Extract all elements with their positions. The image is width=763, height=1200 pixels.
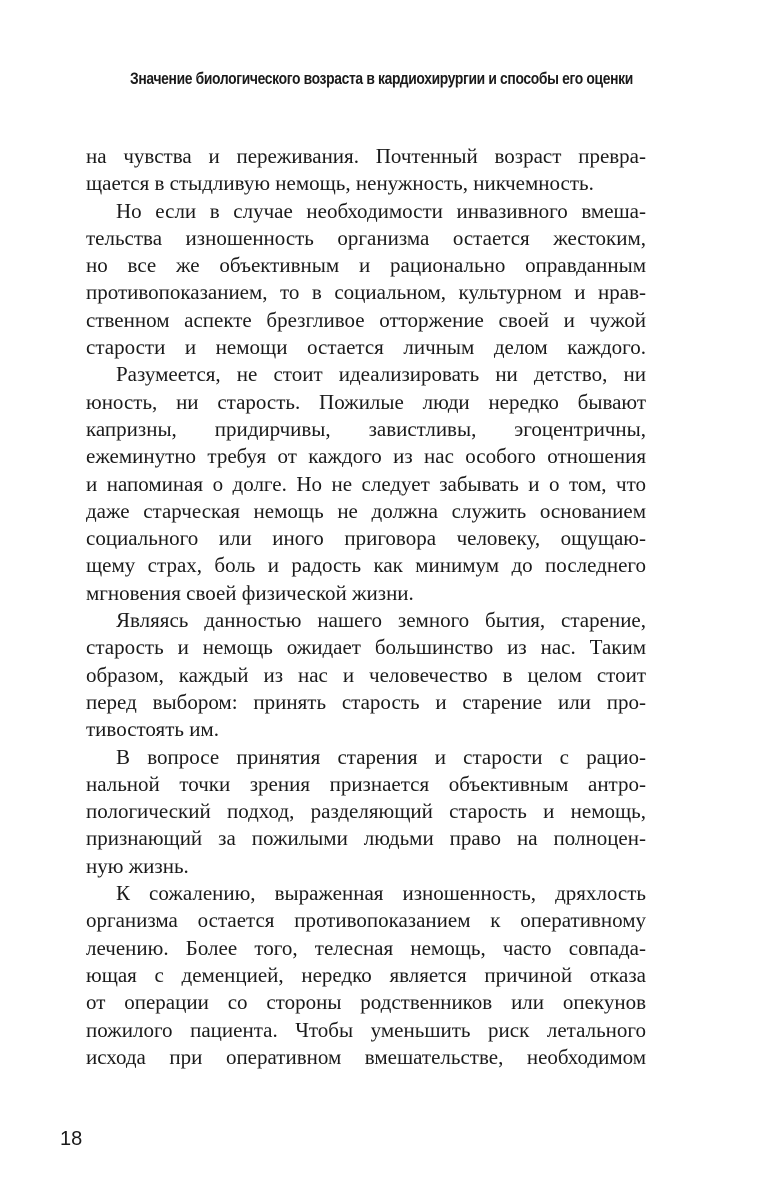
text-line: социального или иного приговора человеку, ощущаю- <box>86 526 646 551</box>
text-line: от операции со стороны родственников или опекунов <box>86 990 646 1015</box>
text-line: Но если в случае необходимости инвазивного вмеша- <box>116 198 646 223</box>
text-line: В вопросе принятия старения и старости с рацио- <box>116 744 646 769</box>
text-line: на чувства и переживания. Почтенный возраст превра- <box>86 144 646 168</box>
text-line: ющая с деменцией, нередко является причиной отказа <box>86 962 646 987</box>
page-number: 18 <box>60 1128 83 1150</box>
text-line: Разумеется, не стоит идеализировать ни детство, ни <box>116 362 646 387</box>
text-line: К сожалению, выраженная изношенность, дряхлость <box>116 881 646 906</box>
text-line: организма остается противопоказанием к оперативному <box>86 908 646 933</box>
body-text <box>86 143 646 1071</box>
text-line: пожилого пациента. Чтобы уменьшить риск летального <box>86 1017 646 1042</box>
text-line: лечению. Более того, телесная немощь, часто совпада- <box>86 935 646 960</box>
text-line: противопоказанием, то в социальном, культурном и нрав- <box>86 280 646 305</box>
text-line: и напоминая о долге. Но не следует забывать и о том, что <box>86 471 646 496</box>
text-line: капризны, придирчивы, завистливы, эгоцентричны, <box>86 416 646 441</box>
text-line: образом, каждый из нас и человечество в целом стоит <box>86 662 646 687</box>
text-line: тельства изношенность организма остается жестоким, <box>86 225 646 250</box>
text-line: тивостоять им. <box>86 717 219 742</box>
text-line: старость и немощь ожидает большинство из нас. Таким <box>86 635 646 660</box>
text-line: мгновения своей физической жизни. <box>86 580 414 605</box>
text-line: щему страх, боль и радость как минимум до последнего <box>86 553 646 578</box>
text-line: ную жизнь. <box>86 853 189 878</box>
text-line: Являясь данностью нашего земного бытия, старение, <box>116 608 646 633</box>
text-line: ежеминутно требуя от каждого из нас особого отношения <box>86 444 646 469</box>
text-line: нальной точки зрения признается объективным антро- <box>86 771 646 796</box>
text-line: признающий за пожилыми людьми право на полноцен- <box>86 826 646 851</box>
text-line: ственном аспекте брезгливое отторжение своей и чужой <box>86 307 646 332</box>
text-line: щается в стыдливую немощь, ненужность, никчемность. <box>86 171 594 196</box>
text-line: перед выбором: принять старость и старение или про- <box>86 689 646 714</box>
text-line: даже старческая немощь не должна служить основанием <box>86 498 646 523</box>
text-line: пологический подход, разделяющий старость и немощь, <box>86 799 646 824</box>
text-line: но все же объективным и рационально оправданным <box>86 253 646 278</box>
text-line: исхода при оперативном вмешательстве, необходимом <box>86 1044 646 1069</box>
text-line: старости и немощи остается личным делом каждого. <box>86 335 646 360</box>
text-line: юность, ни старость. Пожилые люди нередко бывают <box>86 389 646 414</box>
running-header: Значение биологического возраста в кардиохирургии и способы его оценки <box>130 70 633 88</box>
